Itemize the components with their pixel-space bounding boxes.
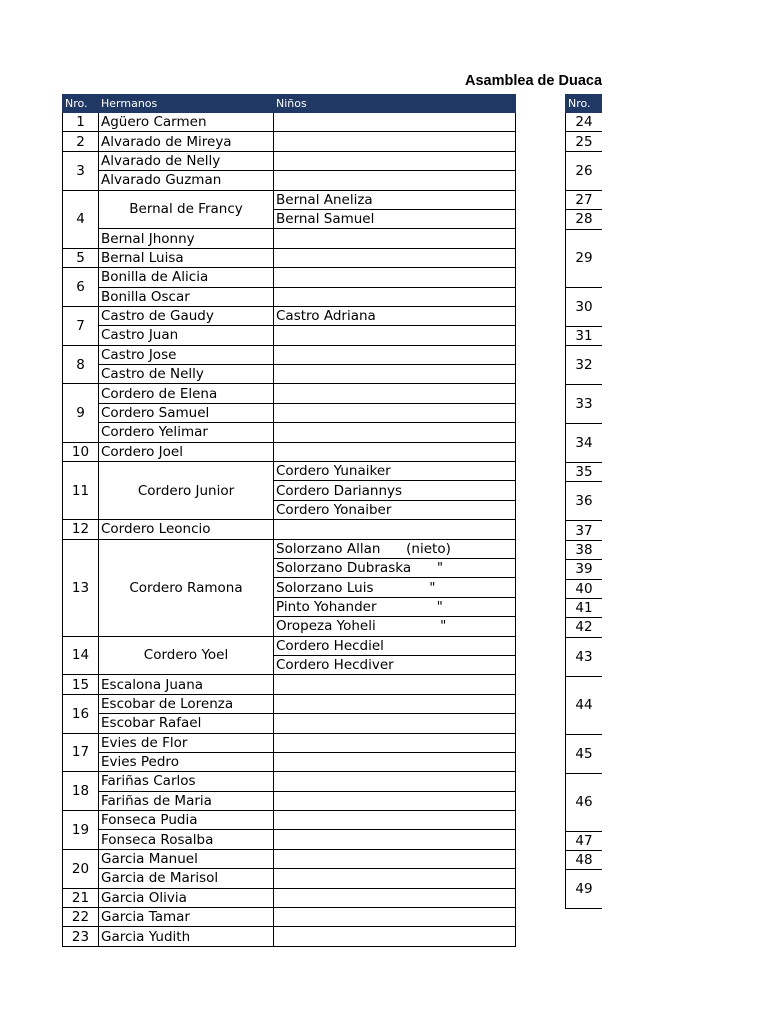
nino-cell: Pinto Yohander "	[274, 597, 516, 616]
nino-cell	[274, 869, 516, 888]
nro-cell: 21	[63, 888, 99, 907]
hermano-cell: Fonseca Pudia	[99, 811, 274, 830]
nro-cell: 7	[63, 306, 99, 345]
table-row	[63, 151, 516, 170]
hermano-cell: Cordero de Elena	[99, 384, 274, 403]
nro-cell: 19	[63, 811, 99, 850]
table-row	[63, 190, 516, 209]
nro-cell: 22	[63, 908, 99, 927]
hermano-cell: Garcia Tamar	[99, 908, 274, 927]
nino-cell	[274, 927, 516, 946]
nro-cell: 39	[566, 560, 603, 579]
nro-cell: 48	[566, 851, 603, 870]
nino-cell	[274, 171, 516, 190]
table-row	[63, 539, 516, 558]
nro-cell: 2	[63, 132, 99, 151]
nino-cell	[274, 520, 516, 539]
nro-cell: 40	[566, 579, 603, 598]
nino-cell: Bernal Samuel	[274, 209, 516, 228]
table-row	[63, 132, 516, 151]
nino-cell	[274, 714, 516, 733]
nro-cell: 13	[63, 539, 99, 636]
nino-cell	[274, 345, 516, 364]
hermano-cell: Cordero Joel	[99, 442, 274, 461]
hermano-cell: Cordero Leoncio	[99, 520, 274, 539]
hermano-cell: Castro Jose	[99, 345, 274, 364]
table-row	[63, 752, 516, 771]
nino-cell	[274, 384, 516, 403]
nino-cell: Oropeza Yoheli "	[274, 617, 516, 636]
table-row	[63, 423, 516, 442]
nro-cell: 27	[566, 190, 603, 209]
nro-cell: 12	[63, 520, 99, 539]
nino-cell	[274, 888, 516, 907]
table-row	[63, 113, 516, 132]
nino-cell	[274, 287, 516, 306]
nro-cell: 4	[63, 190, 99, 248]
table-header-row	[63, 95, 516, 113]
nro-cell: 18	[63, 772, 99, 811]
table-row	[63, 287, 516, 306]
table-row	[63, 772, 516, 791]
nro-cell: 1	[63, 113, 99, 132]
table-row	[63, 248, 516, 267]
table-row	[63, 908, 516, 927]
hermano-cell: Escalona Juana	[99, 675, 274, 694]
nro-cell: 45	[566, 734, 603, 773]
hermano-cell: Garcia Manuel	[99, 849, 274, 868]
table-row	[63, 694, 516, 713]
table-header-row	[566, 95, 603, 113]
nro-cell: 37	[566, 521, 603, 540]
nino-cell	[274, 423, 516, 442]
hermano-cell: Escobar de Lorenza	[99, 694, 274, 713]
nino-cell	[274, 132, 516, 151]
hermano-cell: Alvarado Guzman	[99, 171, 274, 190]
nro-cell: 20	[63, 849, 99, 888]
hermano-cell: Garcia Yudith	[99, 927, 274, 946]
table-row	[63, 791, 516, 810]
header-nro: Nro.	[63, 95, 99, 113]
table-row	[63, 268, 516, 287]
nino-cell	[274, 830, 516, 849]
header-hermanos: Hermanos	[99, 95, 274, 113]
hermano-cell: Castro Juan	[99, 326, 274, 345]
nro-cell: 5	[63, 248, 99, 267]
table-row	[63, 403, 516, 422]
nro-cell: 47	[566, 831, 603, 850]
table-row	[63, 733, 516, 752]
table-row	[63, 171, 516, 190]
hermano-cell: Cordero Ramona	[99, 539, 274, 636]
nino-cell: Cordero Yonaiber	[274, 500, 516, 519]
nro-cell: 24	[566, 113, 603, 132]
table-row	[63, 830, 516, 849]
nro-cell: 8	[63, 345, 99, 384]
nino-cell: Solorzano Luis "	[274, 578, 516, 597]
nino-cell	[274, 791, 516, 810]
nro-cell: 44	[566, 676, 603, 734]
table-row	[63, 675, 516, 694]
hermano-cell: Cordero Yelimar	[99, 423, 274, 442]
hermanos-table	[62, 94, 516, 947]
nino-cell: Cordero Hecdiver	[274, 655, 516, 674]
table-row	[63, 345, 516, 364]
nro-cell: 35	[566, 462, 603, 481]
nro-cell: 31	[566, 326, 603, 345]
nino-cell	[274, 694, 516, 713]
hermano-cell: Bernal Jhonny	[99, 229, 274, 248]
nro-cell: 49	[566, 870, 603, 909]
nro-cell: 33	[566, 384, 603, 423]
hermano-cell: Alvarado de Mireya	[99, 132, 274, 151]
nro-cell: 28	[566, 210, 603, 229]
nino-cell	[274, 365, 516, 384]
nro-cell: 32	[566, 345, 603, 384]
hermano-cell: Agüero Carmen	[99, 113, 274, 132]
nro-cell: 30	[566, 287, 603, 326]
nro-cell: 23	[63, 927, 99, 946]
nino-cell	[274, 326, 516, 345]
nino-cell	[274, 442, 516, 461]
nro-cell: 34	[566, 423, 603, 462]
nro-cell: 6	[63, 268, 99, 307]
hermano-cell: Fariñas Carlos	[99, 772, 274, 791]
nino-cell: Bernal Aneliza	[274, 190, 516, 209]
hermano-cell: Castro de Nelly	[99, 365, 274, 384]
hermano-cell: Evies Pedro	[99, 752, 274, 771]
table-row	[63, 520, 516, 539]
nro-cell: 38	[566, 540, 603, 559]
nino-cell: Cordero Hecdiel	[274, 636, 516, 655]
nro-cell: 10	[63, 442, 99, 461]
nino-cell	[274, 268, 516, 287]
table-row	[63, 927, 516, 946]
nino-cell	[274, 752, 516, 771]
nino-cell	[274, 113, 516, 132]
nro-cell: 43	[566, 637, 603, 676]
nino-cell: Cordero Yunaiker	[274, 462, 516, 481]
page-title: Asamblea de Duaca	[465, 73, 602, 89]
hermano-cell: Cordero Samuel	[99, 403, 274, 422]
table-row	[63, 636, 516, 655]
table-row	[63, 849, 516, 868]
hermano-cell: Garcia Olivia	[99, 888, 274, 907]
nro-cell: 46	[566, 773, 603, 831]
hermano-cell: Cordero Junior	[99, 462, 274, 520]
nro-cell: 3	[63, 151, 99, 190]
nino-cell: Solorzano Allan (nieto)	[274, 539, 516, 558]
hermano-cell: Fariñas de Maria	[99, 791, 274, 810]
table-row	[63, 365, 516, 384]
nro-cell: 9	[63, 384, 99, 442]
nino-cell	[274, 733, 516, 752]
nino-cell	[274, 849, 516, 868]
table-row	[63, 869, 516, 888]
hermano-cell: Garcia de Marisol	[99, 869, 274, 888]
nro-cell: 25	[566, 132, 603, 151]
table-row	[63, 326, 516, 345]
nro-cell: 16	[63, 694, 99, 733]
table-row	[63, 229, 516, 248]
nino-cell	[274, 403, 516, 422]
nino-cell: Castro Adriana	[274, 306, 516, 325]
nro-cell: 42	[566, 618, 603, 637]
table-row	[63, 811, 516, 830]
header-nro: Nro.	[566, 95, 603, 113]
nino-cell	[274, 811, 516, 830]
nro-cell: 15	[63, 675, 99, 694]
nino-cell	[274, 675, 516, 694]
table-row	[63, 306, 516, 325]
header-ninos: Niños	[274, 95, 516, 113]
hermano-cell: Bonilla de Alicia	[99, 268, 274, 287]
nro-cell: 14	[63, 636, 99, 675]
table-row	[63, 442, 516, 461]
table-row	[63, 888, 516, 907]
table-row	[63, 714, 516, 733]
hermano-cell: Bernal de Francy	[99, 190, 274, 229]
continuation-table	[565, 94, 602, 909]
nino-cell	[274, 772, 516, 791]
nro-cell: 17	[63, 733, 99, 772]
nino-cell	[274, 151, 516, 170]
hermano-cell: Bernal Luisa	[99, 248, 274, 267]
table-row	[63, 384, 516, 403]
nino-cell	[274, 908, 516, 927]
hermano-cell: Castro de Gaudy	[99, 306, 274, 325]
hermano-cell: Fonseca Rosalba	[99, 830, 274, 849]
nro-cell: 26	[566, 151, 603, 190]
nino-cell: Cordero Dariannys	[274, 481, 516, 500]
hermano-cell: Escobar Rafael	[99, 714, 274, 733]
hermano-cell: Alvarado de Nelly	[99, 151, 274, 170]
table-row	[63, 462, 516, 481]
hermano-cell: Cordero Yoel	[99, 636, 274, 675]
nro-cell: 29	[566, 229, 603, 287]
hermano-cell: Bonilla Oscar	[99, 287, 274, 306]
nro-cell: 36	[566, 482, 603, 521]
nino-cell: Solorzano Dubraska "	[274, 558, 516, 577]
nro-cell: 41	[566, 598, 603, 617]
nino-cell	[274, 229, 516, 248]
nro-cell: 11	[63, 462, 99, 520]
nino-cell	[274, 248, 516, 267]
hermano-cell: Evies de Flor	[99, 733, 274, 752]
